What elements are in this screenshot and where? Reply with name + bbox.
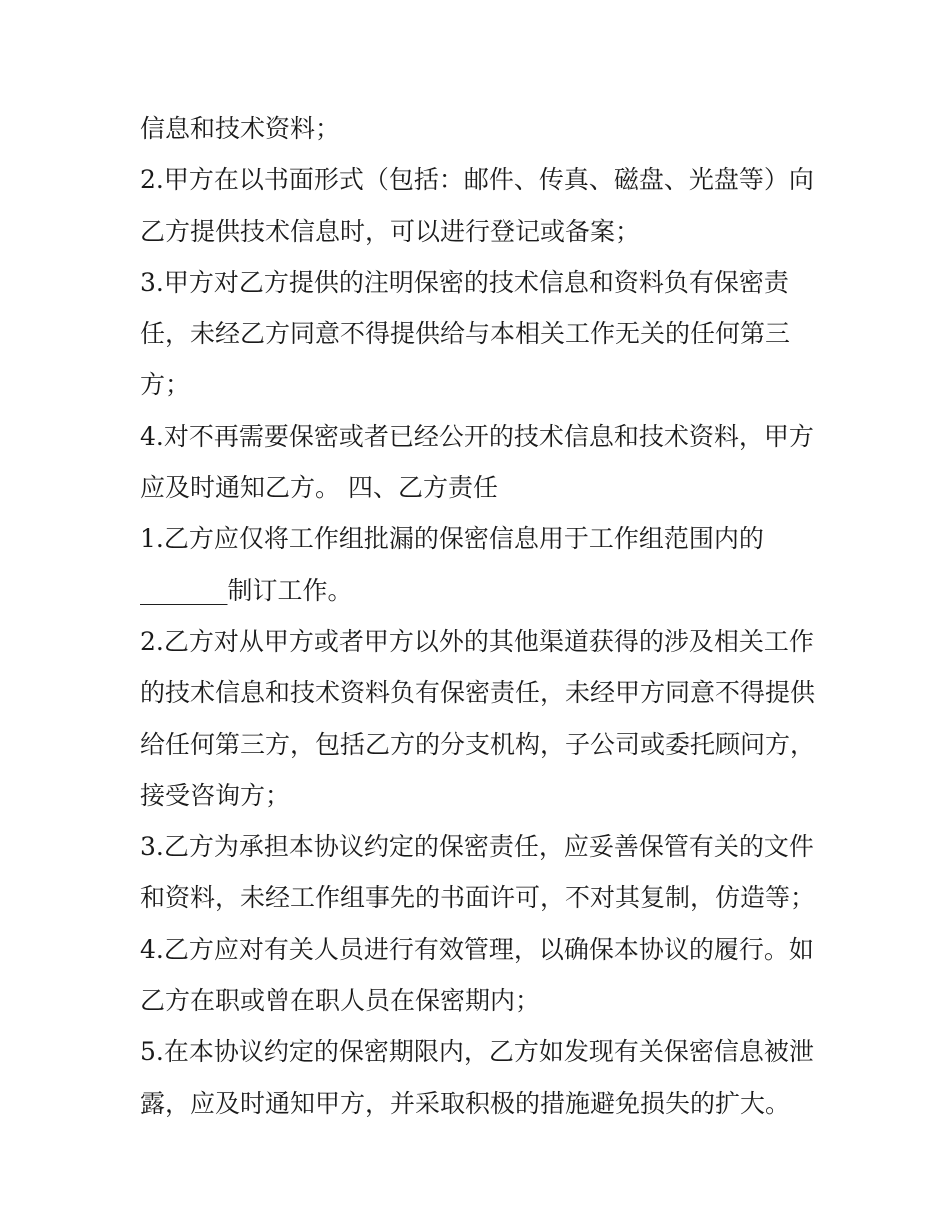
text-line: 应及时通知乙方。 四、乙方责任: [140, 473, 498, 503]
text-line: 任，未经乙方同意不得提供给与本相关工作无关的任何第三: [140, 319, 791, 349]
text-line: 和资料，未经工作组事先的书面许可，不对其复制，仿造等；: [140, 883, 816, 913]
text-line: 给任何第三方，包括乙方的分支机构，子公司或委托顾问方，: [140, 729, 816, 759]
text-line: 2.乙方对从甲方或者甲方以外的其他渠道获得的涉及相关工作: [140, 626, 814, 656]
text-line: 露，应及时通知甲方，并采取积极的措施避免损失的扩大。: [140, 1088, 791, 1118]
text-line: _______制订工作。: [140, 575, 353, 605]
text-line: 4.对不再需要保密或者已经公开的技术信息和技术资料，甲方: [140, 421, 814, 451]
text-line: 4.乙方应对有关人员进行有效管理，以确保本协议的履行。如: [140, 934, 814, 964]
text-line: 乙方在职或曾在职人员在保密期内；: [140, 986, 541, 1016]
text-line: 2.甲方在以书面形式（包括：邮件、传真、磁盘、光盘等）向: [140, 165, 814, 195]
text-line: 信息和技术资料；: [140, 114, 341, 143]
text-line: 接受咨询方；: [140, 780, 291, 810]
text-line: 5.在本协议约定的保密期限内，乙方如发现有关保密信息被泄: [140, 1037, 814, 1067]
text-line: 1.乙方应仅将工作组批漏的保密信息用于工作组范围内的: [140, 524, 764, 554]
text-line: 3.甲方对乙方提供的注明保密的技术信息和资料负有保密责: [140, 267, 789, 297]
text-line: 方；: [140, 370, 191, 400]
text-line: 乙方提供技术信息时，可以进行登记或备案；: [140, 216, 641, 246]
text-line: 3.乙方为承担本协议约定的保密责任，应妥善保管有关的文件: [140, 832, 814, 862]
text-line: 的技术信息和技术资料负有保密责任，未经甲方同意不得提供: [140, 678, 816, 708]
document-body: [140, 103, 820, 1129]
